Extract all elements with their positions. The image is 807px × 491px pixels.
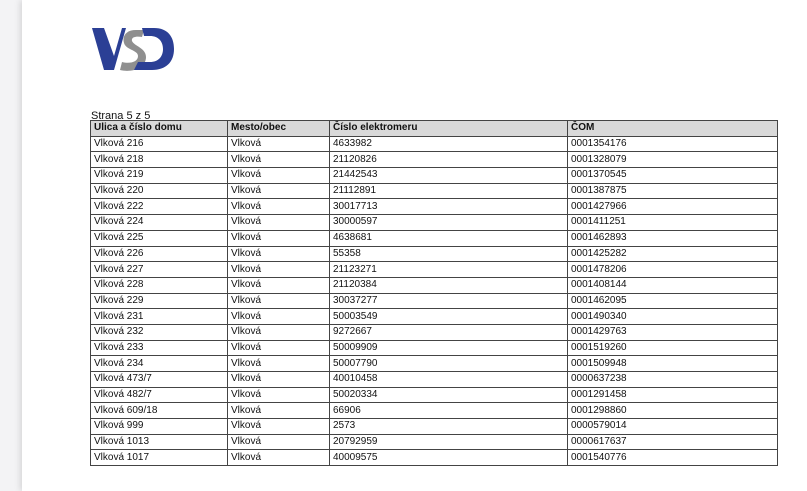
com-cell: 0000579014 — [568, 419, 778, 435]
meter-number-cell: 40010458 — [330, 372, 568, 388]
com-cell: 0001478206 — [568, 262, 778, 278]
street-cell: Vlková 226 — [91, 246, 228, 262]
com-cell: 0000617637 — [568, 434, 778, 450]
table-row — [91, 324, 778, 340]
com-cell: 0001298860 — [568, 403, 778, 419]
com-cell: 0001411251 — [568, 215, 778, 231]
city-cell: Vlková — [228, 340, 330, 356]
street-cell: Vlková 1017 — [91, 450, 228, 466]
city-cell: Vlková — [228, 215, 330, 231]
document-page — [22, 0, 807, 491]
meter-number-cell: 21442543 — [330, 168, 568, 184]
table-row — [91, 403, 778, 419]
meter-number-cell: 21123271 — [330, 262, 568, 278]
com-cell: 0001490340 — [568, 309, 778, 325]
column-header-street: Ulica a číslo domu — [91, 121, 228, 137]
meter-number-cell: 9272667 — [330, 324, 568, 340]
street-cell: Vlková 609/18 — [91, 403, 228, 419]
com-cell: 0001509948 — [568, 356, 778, 372]
city-cell: Vlková — [228, 262, 330, 278]
meter-number-cell: 21120826 — [330, 152, 568, 168]
street-cell: Vlková 234 — [91, 356, 228, 372]
table-row — [91, 387, 778, 403]
street-cell: Vlková 473/7 — [91, 372, 228, 388]
meter-number-cell: 4638681 — [330, 230, 568, 246]
meter-number-cell: 4633982 — [330, 136, 568, 152]
com-cell: 0001425282 — [568, 246, 778, 262]
table-row — [91, 199, 778, 215]
com-cell: 0001291458 — [568, 387, 778, 403]
street-cell: Vlková 218 — [91, 152, 228, 168]
com-cell: 0001328079 — [568, 152, 778, 168]
table-row — [91, 152, 778, 168]
street-cell: Vlková 216 — [91, 136, 228, 152]
table-row — [91, 450, 778, 466]
table-row — [91, 246, 778, 262]
city-cell: Vlková — [228, 450, 330, 466]
com-cell: 0001540776 — [568, 450, 778, 466]
meter-number-cell: 30037277 — [330, 293, 568, 309]
meter-number-cell: 50003549 — [330, 309, 568, 325]
city-cell: Vlková — [228, 293, 330, 309]
city-cell: Vlková — [228, 136, 330, 152]
city-cell: Vlková — [228, 356, 330, 372]
table-row — [91, 136, 778, 152]
com-cell: 0000637238 — [568, 372, 778, 388]
city-cell: Vlková — [228, 309, 330, 325]
meter-number-cell: 66906 — [330, 403, 568, 419]
city-cell: Vlková — [228, 387, 330, 403]
city-cell: Vlková — [228, 419, 330, 435]
electricity-meter-table — [90, 120, 778, 466]
com-cell: 0001462095 — [568, 293, 778, 309]
meter-number-cell: 55358 — [330, 246, 568, 262]
table-row — [91, 419, 778, 435]
table-row — [91, 356, 778, 372]
street-cell: Vlková 999 — [91, 419, 228, 435]
city-cell: Vlková — [228, 434, 330, 450]
city-cell: Vlková — [228, 403, 330, 419]
meter-number-cell: 20792959 — [330, 434, 568, 450]
column-header-meter-number: Číslo elektromeru — [330, 121, 568, 137]
table-row — [91, 372, 778, 388]
street-cell: Vlková 232 — [91, 324, 228, 340]
column-header-city: Mesto/obec — [228, 121, 330, 137]
street-cell: Vlková 219 — [91, 168, 228, 184]
city-cell: Vlková — [228, 168, 330, 184]
city-cell: Vlková — [228, 230, 330, 246]
table-row — [91, 262, 778, 278]
meter-number-cell: 21112891 — [330, 183, 568, 199]
street-cell: Vlková 227 — [91, 262, 228, 278]
meter-number-cell: 50007790 — [330, 356, 568, 372]
meter-number-cell: 50009909 — [330, 340, 568, 356]
page-number-label: Strana 5 z 5 — [91, 111, 151, 120]
street-cell: Vlková 220 — [91, 183, 228, 199]
com-cell: 0001370545 — [568, 168, 778, 184]
meter-number-cell: 40009575 — [330, 450, 568, 466]
street-cell: Vlková 229 — [91, 293, 228, 309]
com-cell: 0001427966 — [568, 199, 778, 215]
city-cell: Vlková — [228, 183, 330, 199]
street-cell: Vlková 224 — [91, 215, 228, 231]
city-cell: Vlková — [228, 152, 330, 168]
com-cell: 0001387875 — [568, 183, 778, 199]
meter-number-cell: 2573 — [330, 419, 568, 435]
table-row — [91, 168, 778, 184]
table-row — [91, 183, 778, 199]
table-row — [91, 230, 778, 246]
city-cell: Vlková — [228, 277, 330, 293]
com-cell: 0001408144 — [568, 277, 778, 293]
city-cell: Vlková — [228, 246, 330, 262]
table-row — [91, 215, 778, 231]
street-cell: Vlková 482/7 — [91, 387, 228, 403]
com-cell: 0001462893 — [568, 230, 778, 246]
street-cell: Vlková 231 — [91, 309, 228, 325]
street-cell: Vlková 225 — [91, 230, 228, 246]
street-cell: Vlková 228 — [91, 277, 228, 293]
meter-number-cell: 30017713 — [330, 199, 568, 215]
column-header-com: ČOM — [568, 121, 778, 137]
com-cell: 0001354176 — [568, 136, 778, 152]
city-cell: Vlková — [228, 324, 330, 340]
meter-number-cell: 50020334 — [330, 387, 568, 403]
table-header-row — [91, 121, 778, 137]
street-cell: Vlková 222 — [91, 199, 228, 215]
com-cell: 0001429763 — [568, 324, 778, 340]
table-row — [91, 309, 778, 325]
vsd-logo — [92, 26, 174, 72]
city-cell: Vlková — [228, 199, 330, 215]
table-row — [91, 340, 778, 356]
meter-number-cell: 30000597 — [330, 215, 568, 231]
meter-number-cell: 21120384 — [330, 277, 568, 293]
table-row — [91, 277, 778, 293]
table-row — [91, 293, 778, 309]
com-cell: 0001519260 — [568, 340, 778, 356]
table-row — [91, 434, 778, 450]
city-cell: Vlková — [228, 372, 330, 388]
street-cell: Vlková 233 — [91, 340, 228, 356]
street-cell: Vlková 1013 — [91, 434, 228, 450]
